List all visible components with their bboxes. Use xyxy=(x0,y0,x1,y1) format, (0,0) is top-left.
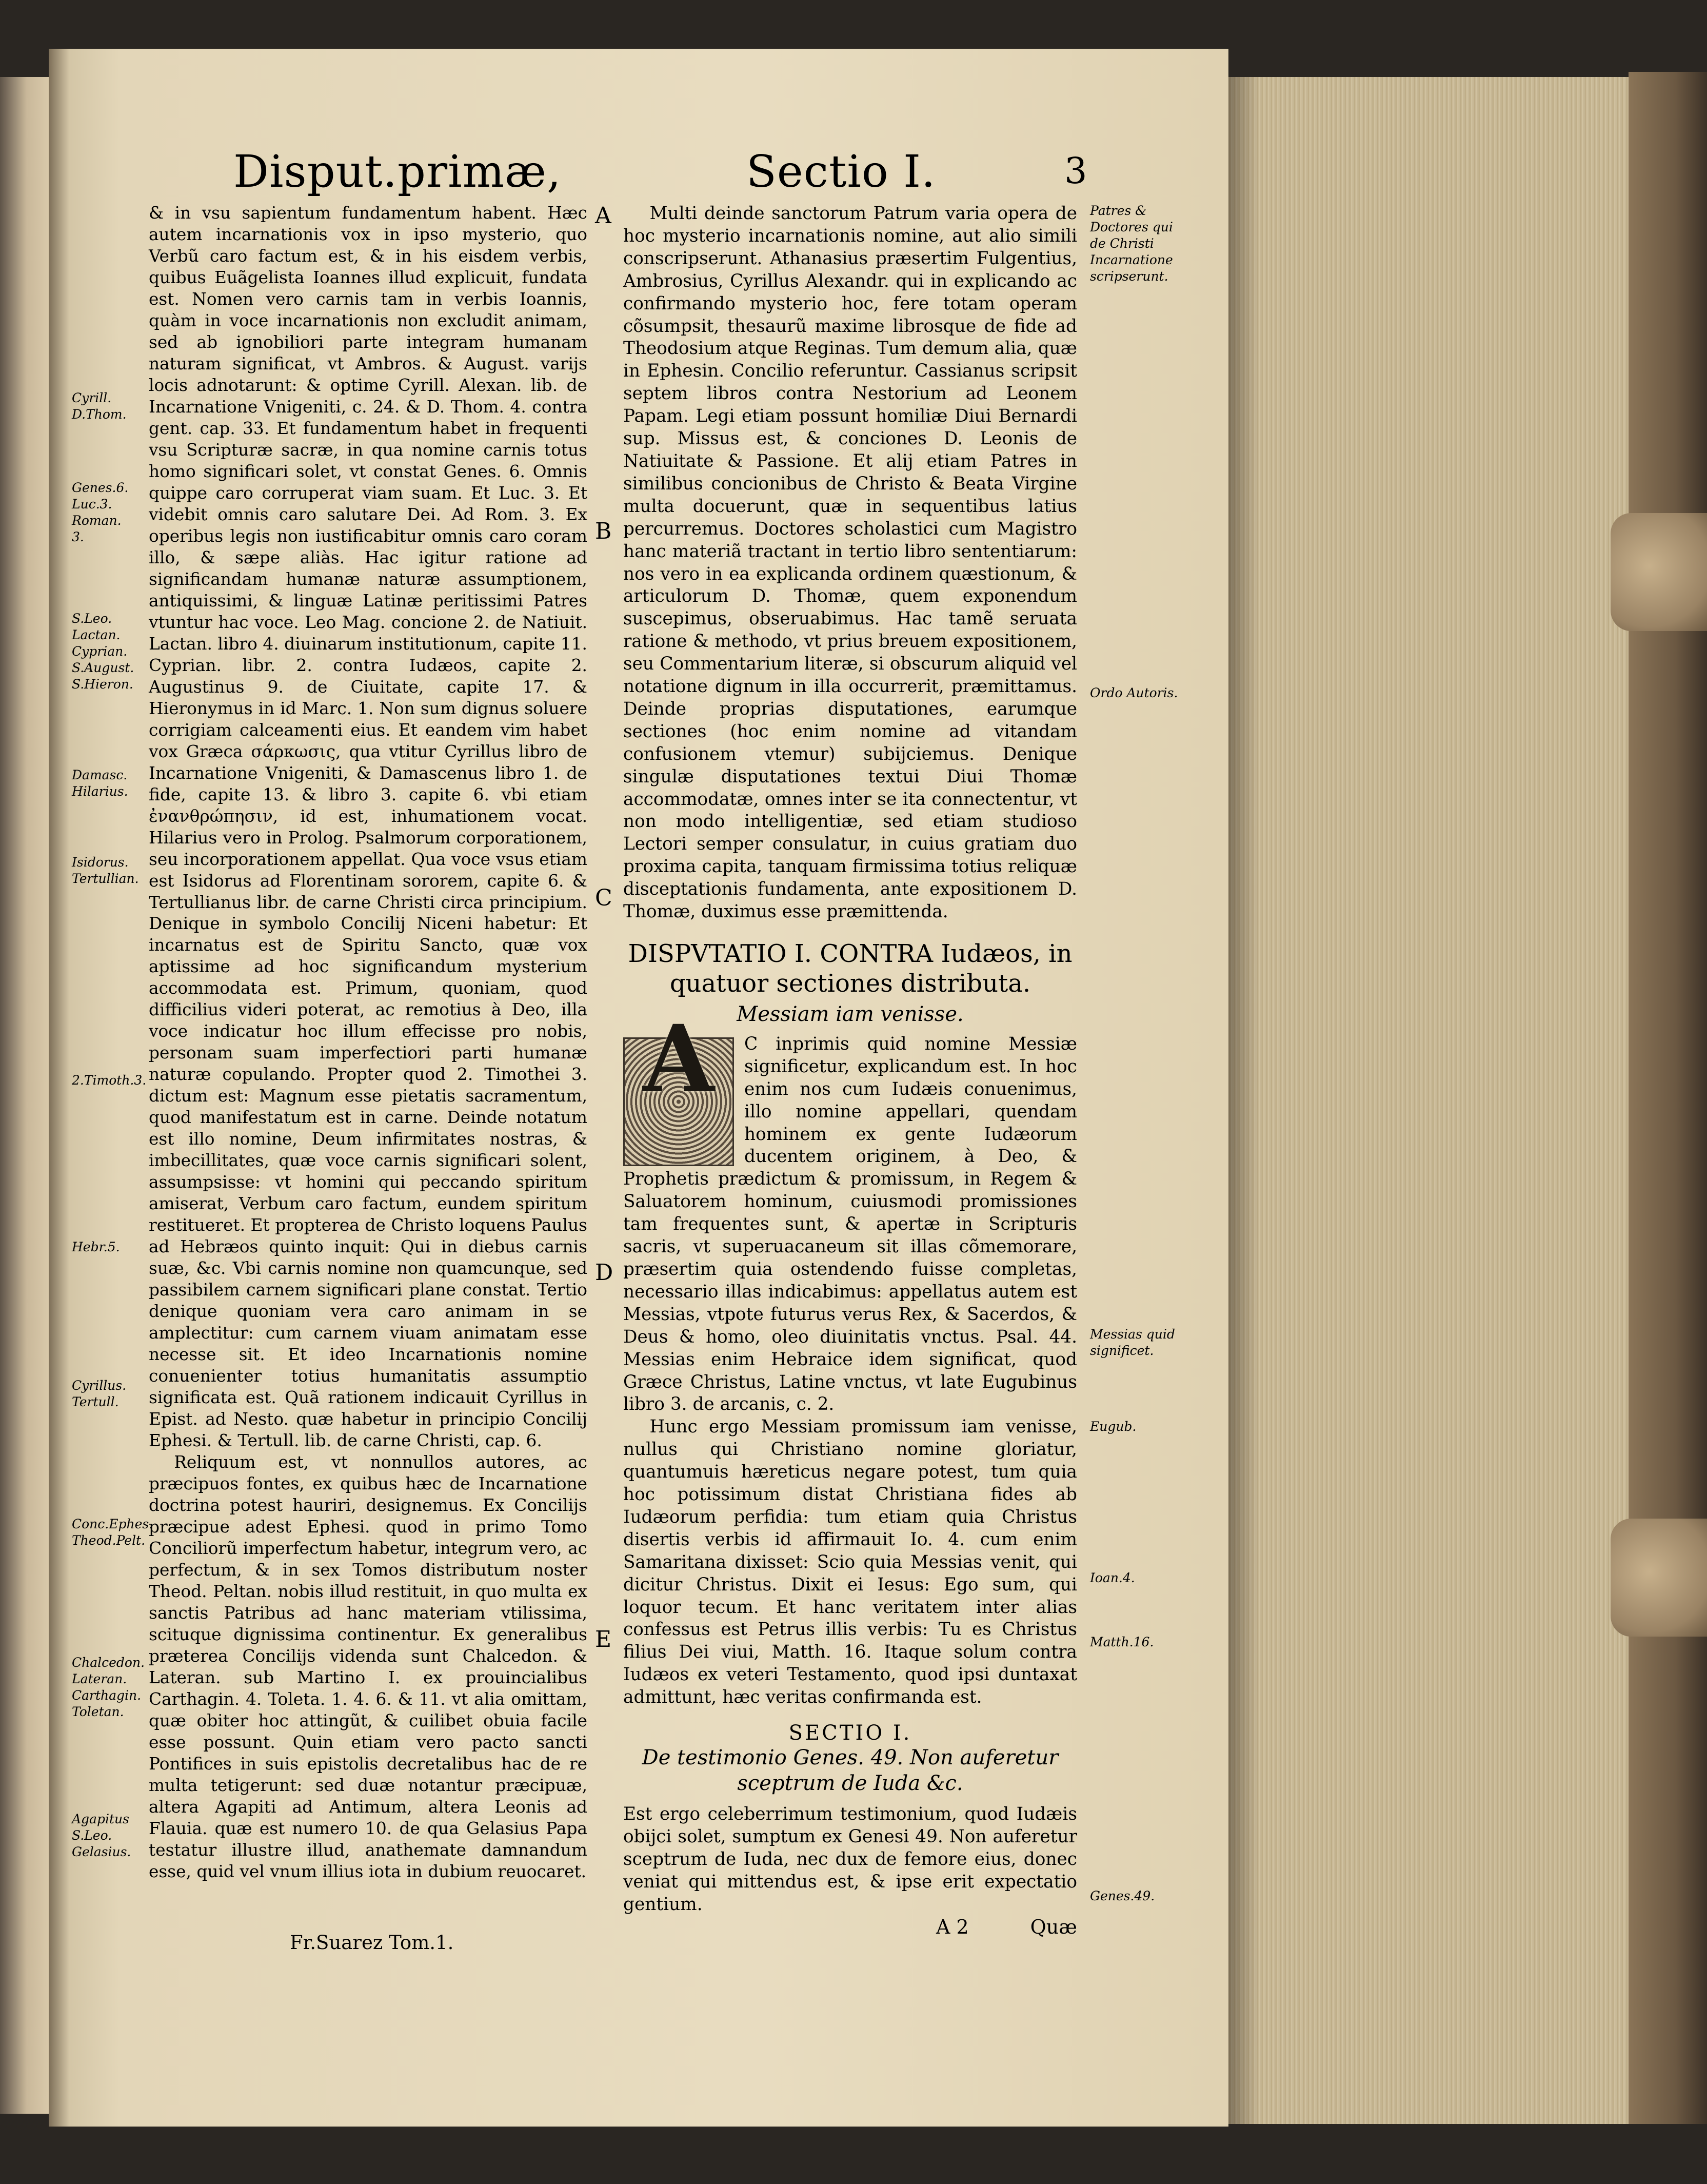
left-paragraph-1: & in vsu sapientum fundamentum habent. Hæc autem incarnationis vox in ipso mysterio, quo Verbũ caro factum est, & in his eisdem verbis, quibus Euãgelista Ioannes illud explicuit, fundata est. Nomen vero carnis tam in verbis Ioannis, quàm in voce incarnationis non excludit animam, sed ab ignobiliori parte integram humanam naturam significat, vt Ambros. & August. varijs locis adnotarunt: & optime Cyrill. Alexan. lib. de Incarnatione Vnigeniti, c. 24. & D. Thom. 4. contra gent. cap. 33. Et fundamentum habet in frequenti vsu Scripturæ sacræ, in qua nomine carnis totus homo significari solet, vt constat Genes. 6. Omnis quippe caro corruperat viam suam. Et Luc. 3. Et videbit omnis caro salutare Dei. Ad Rom. 3. Ex operibus legis non iustificabitur omnis caro coram illo, & sæpe aliàs. Hac igitur ratione ad significandam humanæ naturæ assumptionem, antiquissimi, & linguæ Latinæ peritissimi Patres vtuntur hac voce. Leo Mag. concione 2. de Natiuit. Lactan. libro 4. diuinarum institutionum, capite 11. Cyprian. libr. 2. contra Iudæos, capite 2. Augustinus 9. de Ciuitate, capite 17. & Hieronymus in id Marc. 1. Non sum dignus soluere corrigiam calceamenti eius. Et eandem vim habet vox Græca σάρκωσις, qua vtitur Cyrillus libro de Incarnatione Vnigeniti, & Damascenus libro 1. de fide, capite 13. & libro 3. capite 6. vbi etiam ἐνανθρώπησιν, id est, inhumationem vocat. Hilarius vero in Prolog. Psalmorum corporationem, seu incorporationem appellat. Qua voce vsus etiam est Isidorus ad Florentinam sororem, capite 6. & Tertullianus libr. de carne Christi circa principium. Denique in symbolo Concilij Niceni habetur: Et incarnatus est de Spiritu Sancto, quæ vox aptissime ad hoc significandum mysterium accommodata est. Primum, quoniam, quod difficilius videri poterat, ac remotius à Deo, illa voce indicatur hoc illum effecisse pro nobis, personam suam imperfectiori parti humanæ naturæ copulando. Propter quod 2. Timothei 3. dictum est: Magnum esse pietatis sacramentum, quod manifestatum est in carne. Deinde notatum est illo nomine, Deum infirmitates nostras, & imbecillitates, quæ voce carnis significari solent, assumpsisse: vt homini qui peccando spiritum amiserat, Verbum caro factum, eundem spiritum restitueret. Et propterea de Christo loquens Paulus ad Hebræos quinto inquit: Qui in diebus carnis suæ, &c. Vbi carnis nomine non quamcunque, sed passibilem carnem significari plane constat. Tertio denique quoniam vera caro animam in se amplectitur: cum carnem viuam animatam esse necesse sit. Et ideo Incarnationis nomine conuenienter totius humanitatis assumptio significata est. Quã rationem indicauit Cyrillus in Epist. ad Nesto. quæ habetur in principio Concilij Ephesi. & Tertull. lib. de carne Christi, cap. 6. xyxy=(149,203,587,1451)
book-gutter-shadow xyxy=(49,49,69,2127)
sectio-title: SECTIO I. xyxy=(788,1721,912,1745)
right-margin-note: Ordo Autoris. xyxy=(1090,685,1178,700)
left-paragraph-2: Reliquum est, vt nonnullos autores, ac præcipuos fontes, ex quibus hæc de Incarnatione doctrina potest hauriri, designemus. Ex Concilijs præcipue adest Ephesi. quod in primo Tomo Conciliorũ imperfectum habetur, integrum vero, ac perfectum, & in sex Tomos distributum noster Theod. Peltan. nobis illud restituit, in quo multa ex sanctis Patribus ad hanc materiam vtilissima, scituque dignissima continentur. Ex generalibus præterea Concilijs videnda sunt Chalcedon. & Lateran. sub Martino I. ex prouincialibus Carthagin. 4. Toleta. 1. 4. 6. & 11. vt alia omittam, quæ obiter hoc attingũt, & cuilibet obuia facile esse possunt. Quin etiam vero pacto sancti Pontifices in suis epistolis decretalibus hac de re multa tetigerunt: sed duæ notantur præcipuæ, altera Agapiti ad Antimum, altera Leonis ad Flauia. quæ est numero 10. de qua Gelasius Papa testatur illustre illud, anathemate damnandum esse, quid vel vnum illius iota in dubium reuocaret. xyxy=(149,1452,587,1881)
right-intro-paragraph: Multi deinde sanctorum Patrum varia opera de hoc mysterio incarnationis nomine, aut alio simili conscripserunt. Athanasius præsertim Fulgentius, Ambrosius, Cyrillus Alexandr. qui in explicando ac confirmando mysterio hoc, fere totam operam cõsumpsit, thesaurũ maxime librosque de fide ad Theodosium atque Reginas. Tum demum alia, quæ in Ephesin. Concilio referuntur. Cassianus scripsit septem libros contra Nestorium ad Leonem Papam. Legi etiam possunt homiliæ Diui Bernardi sup. Missus est, & conciones D. Leonis de Natiuitate & Passione. Et alij etiam Patres in similibus concionibus de Christo & Beata Virgine multa docuerunt, quæ in sequentibus latius percurremus. Doctores scholastici cum Magistro hanc materiã tractant in tertio libro sententiarum: nos vero in ea explicanda ordinem quæstionum, & articulorum D. Thomæ, quem exponendum suscepimus, obseruabimus. Hac tamẽ seruata ratione & methodo, vt prius breuem expositionem, seu Commentarium literæ, si obscurum aliquid vel notatione dignum in illa occurrerit, præmittamus. Deinde proprias disputationes, earumque sectiones (hoc enim nomine ad vitandam confusionem vtemur) subijciemus. Denique singulæ disputationes textui Diui Thomæ accommodatæ, omnes inter se ita connectentur, vt non modo intelligentiæ, sed etiam studioso Lectori semper consulatur, in cuius gratiam duo proxima capita, tanquam firmissima totius reliquæ disceptationis fundamenta, ante expositionem D. Thomæ, duximus esse præmittenda. xyxy=(623,203,1077,922)
left-margin-note: Chalcedon. Lateran. Carthagin. Toletan. xyxy=(72,1655,145,1719)
previous-page-edge xyxy=(0,77,49,2114)
section-letter: D xyxy=(595,1260,613,1286)
left-margin-note: Isidorus. Tertullian. xyxy=(72,855,139,886)
decorated-initial xyxy=(623,1005,734,1166)
right-margin-note: Messias quid significet. xyxy=(1090,1327,1175,1358)
right-margin-note: Eugub. xyxy=(1090,1419,1137,1434)
left-margin-note: Cyrillus. Tertull. xyxy=(72,1378,127,1409)
right-margin-note: Ioan.4. xyxy=(1090,1570,1135,1585)
genesis-paragraph: Est ergo celeberrimum testimonium, quod Iudæis obijci solet, sumptum ex Genesi 49. Non auferetur sceptrum de Iuda, nec dux de femore eius, donec veniat qui mittendus est, & ipse erit expectatio gentium. xyxy=(623,1804,1077,1915)
messias-paragraph: C inprimis quid nomine Messiæ significetur, explicandum est. In hoc enim nos cum Iudæis conuenimus, illo nomine appellari, quendam hominem ex gente Iudæorum ducentem originem, à Deo, & Prophetis prædictum & promissum, in Regem & Saluatorem hominum, cuiusmodi promissiones tam frequentes sunt, & apertæ in Scripturis sacris, vt superuacaneum sit illas cõmemorare, præsertim quia ostendendo fuisse completas, necessario illas indicabimus: appellatus autem est Messias, vtpote futurus verus Rex, & Sacerdos, & Deus & homo, oleo diuinitatis vnctus. Psal. 44. Messias enim Hebraice idem significat, quod Græce Christus, Latine vnctus, vt late Eugubinus libro 3. de arcanis, c. 2. xyxy=(623,1033,1077,1415)
left-margin-note: Cyrill. D.Thom. xyxy=(72,390,127,422)
sectio-subtitle: De testimonio Genes. 49. Non auferetur sceptrum de Iuda &c. xyxy=(642,1746,1059,1795)
left-margin-note: Agapitus S.Leo. Gelasius. xyxy=(72,1812,131,1859)
disputatio-subtitle: Messiam iam venisse. xyxy=(737,1002,964,1026)
upper-clasp xyxy=(1611,513,1707,631)
section-letter: A xyxy=(595,203,611,229)
page-block-shadow xyxy=(1228,77,1259,2124)
page-block-edge xyxy=(1228,77,1629,2124)
running-head-right: Sectio I. xyxy=(746,146,936,198)
section-letter: B xyxy=(595,518,612,544)
footer-author: Fr.Suarez Tom.1. xyxy=(290,1932,454,1954)
left-margin-note: Conc.Ephes. Theod.Pelt. xyxy=(72,1517,153,1548)
left-margin-note: 2.Timoth.3. xyxy=(72,1073,147,1088)
left-text-column xyxy=(149,203,587,1883)
left-margin-note: S.Leo. Lactan. Cyprian. S.August. S.Hieron. xyxy=(72,611,134,692)
left-margin-note: Damasc. Hilarius. xyxy=(72,768,128,799)
right-margin-note: Genes.49. xyxy=(1090,1888,1155,1903)
signature-mark: A 2 xyxy=(936,1915,969,1938)
christus-paragraph: Hunc ergo Messiam promissum iam venisse, nullus qui Christiano nomine gloriatur, quantumuis hæreticus negare potest, tum quia hoc potissimum distat Christiana fides ab Iudæorum perfidia: tum etiam quia Christus disertis verbis id affirmauit Io. 4. cum enim Samaritana dixisset: Scio quia Messias venit, qui dicitur Christus. Dixit ei Iesus: Ego sum, qui loquor tecum. Et hanc veritatem inter alias confessus est Petrus illis verbis: Tu es Christus filius Dei viui, Matth. 16. Itaque solum contra Iudæos ex veteri Testamento, quod ipsi duntaxat admittunt, hæc veritas confirmanda est. xyxy=(623,1416,1077,1708)
left-margin-note: Genes.6. Luc.3. Roman. 3. xyxy=(72,480,129,544)
section-letter: E xyxy=(595,1626,612,1652)
left-margin-note: Hebr.5. xyxy=(72,1239,120,1254)
catchword: Quæ xyxy=(1030,1915,1077,1938)
book-cover xyxy=(1629,72,1707,2124)
disputatio-title: DISPVTATIO I. CONTRA Iudæos, in quatuor sectiones distributa. xyxy=(628,939,1073,998)
right-text-column xyxy=(623,203,1077,1942)
running-head-left: Disput.primæ, xyxy=(233,146,562,198)
right-margin-note: Matth.16. xyxy=(1090,1635,1154,1649)
lower-clasp xyxy=(1611,1519,1707,1637)
right-margin-note: Patres & Doctores qui de Christi Incarnatione scripserunt. xyxy=(1090,203,1173,284)
section-letter: C xyxy=(595,885,612,911)
initial-letter: A xyxy=(643,1005,714,1113)
page-number: 3 xyxy=(1064,150,1087,192)
